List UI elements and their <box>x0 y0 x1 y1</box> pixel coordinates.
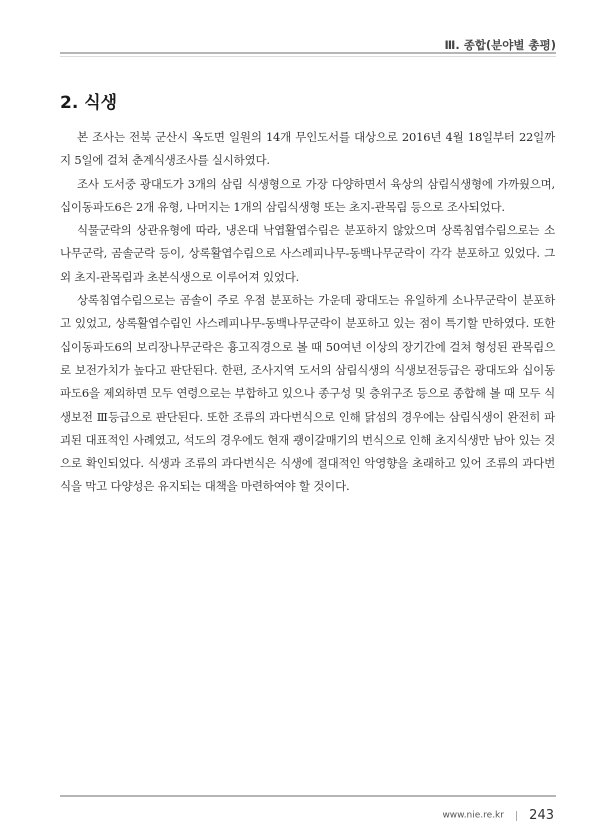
paragraph: 조사 도서중 광대도가 3개의 삼림 식생형으로 가장 다양하면서 육상의 삼림식생형에 가까웠으며, 십이동파도6은 2개 유형, 나머지는 1개의 삼림식생형 또는 초지-관목림 등으로 조사되었다. <box>60 176 555 214</box>
page-footer <box>442 805 554 824</box>
paragraph: 본 조사는 전북 군산시 옥도면 일원의 14개 무인도서를 대상으로 2016년 4월 18일부터 22일까지 5일에 걸쳐 춘계식생조사를 실시하였다. <box>60 130 555 168</box>
header-rule-thin <box>60 56 556 57</box>
paragraph: 상록침엽수림으로는 곰솔이 주로 우점 분포하는 가운데 광대도는 유일하게 소나무군락이 분포하고 있었고, 상록활엽수림인 사스레피나무-동백나무군락이 분포하고 있는 점이 특기할 만하였다. 또한 십이동파도6의 보리장나무군락은 흉고직경으로 볼 때 50여년 이상의 장기간에 걸쳐 형성된 관목림으로 보전가치가 높다고 판단된다. 한편, 조사지역 도서의 삼림식생의 식생보전등급은 광대도와 십이동파도6을 제외하면 모두 연령으로는 부합하고 있으나 종구성 및 층위구조 등으로 종합해 볼 때 모두 식생보전 Ⅲ등급으로 판단된다. 또한 조류의 과다번식으로 인해 닭섬의 경우에는 삼림식생이 완전히 파괴된 대표적인 사례였고, 석도의 경우에도 현재 괭이갈매기의 번식으로 인해 초지식생만 남아 있는 것으로 확인되었다. 식생과 조류의 과다번식은 식생에 절대적인 악영향을 초래하고 있어 조류의 과다번식을 막고 다양성은 유지되는 대책을 마련하여야 할 것이다. <box>60 293 555 494</box>
footer-url: www.nie.re.kr <box>442 810 504 821</box>
section-title: 2. 식생 <box>60 93 118 113</box>
page-number: 243 <box>529 808 554 823</box>
footer-rule <box>60 795 556 797</box>
header-rule <box>60 52 556 54</box>
paragraph: 식물군락의 상관유형에 따라, 냉온대 낙엽활엽수림은 분포하지 않았으며 상록침엽수림으로는 소나무군락, 곰솔군락 등이, 상록활엽수림으로 사스레피나무-동백나무군락이 각각 분포하고 있었다. 그 외 초지-관목림과 초본식생으로 이루어져 있었다. <box>60 223 555 284</box>
footer-separator <box>516 811 517 821</box>
chapter-title: Ⅲ. 종합(분야별 총평) <box>444 38 556 52</box>
page-header <box>0 30 616 70</box>
body-text <box>60 126 555 499</box>
